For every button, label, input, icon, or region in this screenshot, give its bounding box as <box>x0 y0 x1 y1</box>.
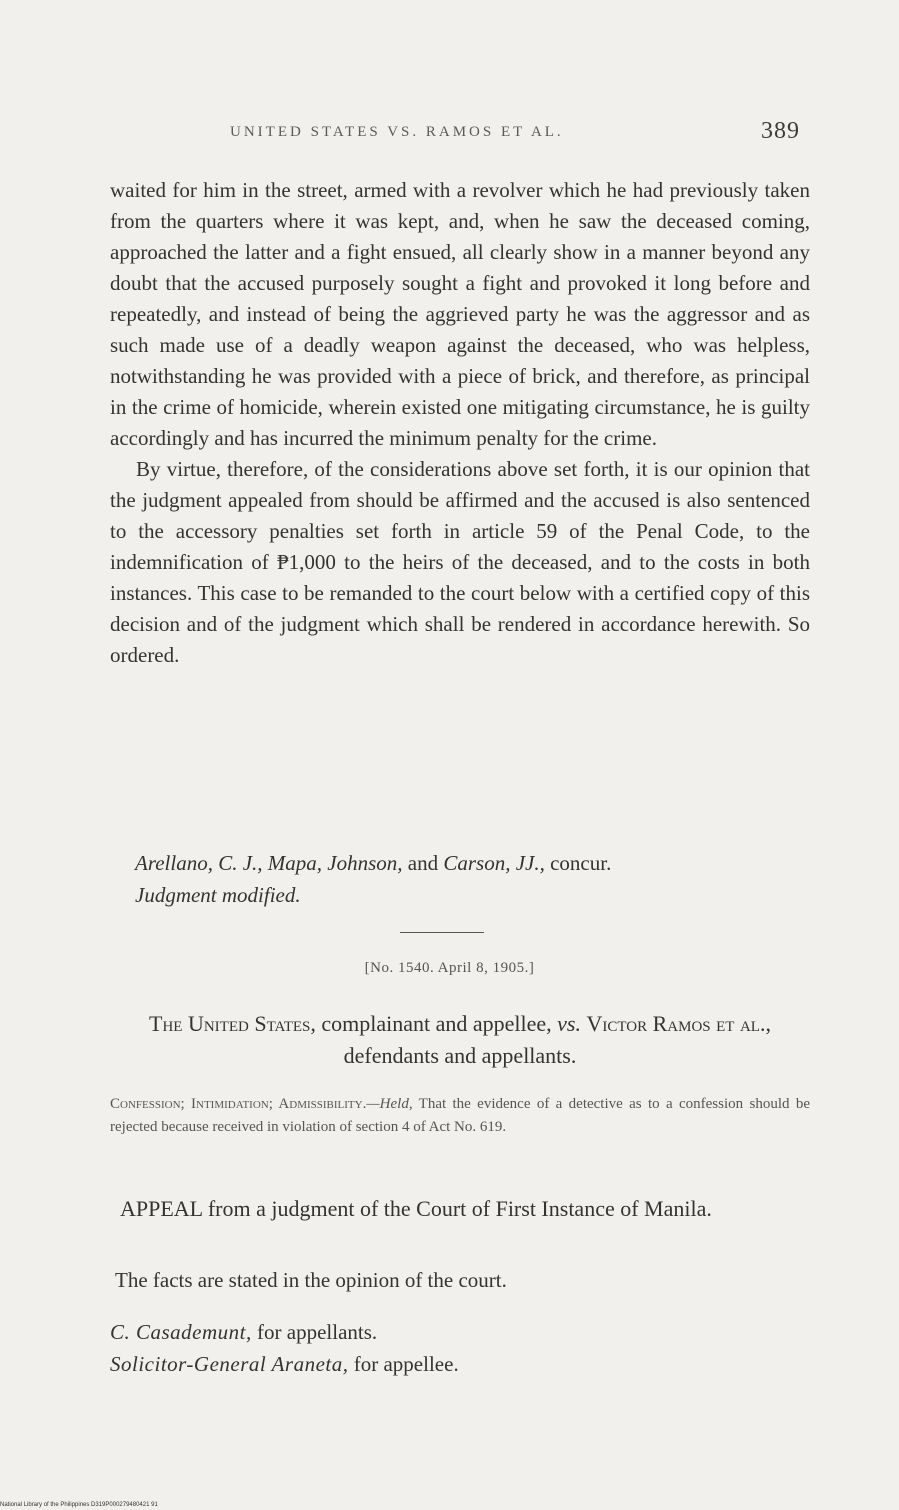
concurring-justice-last: Carson, JJ., <box>443 851 545 875</box>
syllabus-text: That the evidence of a detective as to a confession should be rejected because received in violation of section 4 of Act No. 619. <box>110 1096 810 1135</box>
caption-plaintiff-role: complainant and appellee, <box>321 1011 552 1036</box>
disposition-line <box>135 880 815 911</box>
caption-vs: vs. <box>557 1011 581 1036</box>
concurrence-and: and <box>407 851 439 875</box>
scan-footer: National Library of the Philippines D319P000279480421 91 <box>0 1502 158 1508</box>
appellants-counsel-name: C. Casademunt, <box>110 1320 252 1344</box>
appellee-counsel-role: for appellee. <box>353 1352 459 1376</box>
case-number-date: [No. 1540. April 8, 1905.] <box>364 960 535 976</box>
running-title: UNITED STATES VS. RAMOS ET AL. <box>230 124 564 140</box>
appeal-lead: APPEAL <box>120 1196 203 1221</box>
case-caption <box>100 1008 820 1072</box>
section-divider <box>400 932 484 933</box>
appellee-counsel-name: Solicitor-General Araneta, <box>110 1352 349 1376</box>
appeal-line <box>120 1193 810 1224</box>
appeal-text: from a judgment of the Court of First Instance of Manila. <box>207 1196 712 1221</box>
appellants-counsel-role: for appellants. <box>257 1320 378 1344</box>
syllabus-headnote: Confession; Intimidation; Admissibility. <box>110 1096 367 1112</box>
concurrence-line <box>135 848 815 879</box>
syllabus-held: —Held, <box>366 1096 413 1112</box>
facts-statement: The facts are stated in the opinion of the court. <box>115 1268 507 1292</box>
syllabus <box>110 1093 810 1139</box>
caption-plaintiff: The United States, <box>149 1011 316 1036</box>
page-number: 389 <box>761 118 800 144</box>
paragraph-continued: waited for him in the street, armed with a revolver which he had previously taken from the quarters where it was kept, and, when he saw the deceased coming, approached the latter and a fight ensued, all clearly show in a manner beyond any doubt that the accused purposely sought a fight and provoked it long before and repeatedly, and instead of being the aggrieved party he was the aggressor and as such made use of a deadly weapon against the deceased, who was helpless, notwithstanding he was provided with a piece of brick, and therefore, as principal in the crime of homicide, wherein existed one mitigating circumstance, he is guilty accordingly and has incurred the minimum penalty for the crime. <box>110 178 810 450</box>
judgment-disposition: Judgment modified. <box>135 883 301 907</box>
opinion-text <box>110 175 810 671</box>
counsel-appellants <box>110 1320 377 1345</box>
running-head <box>230 118 800 148</box>
caption-defendant: Victor Ramos et al., <box>586 1011 771 1036</box>
concurrence-verb: concur. <box>550 851 612 875</box>
caption-defendant-role: defendants and appellants. <box>343 1043 577 1068</box>
counsel-appellee <box>110 1352 459 1377</box>
paragraph-disposition: By virtue, therefore, of the considerations above set forth, it is our opinion that the judgment appealed from should be affirmed and the accused is also sentenced to the accessory penalties set forth in article 59 of the Penal Code, to the indemnification of ₱1,000 to the heirs of the deceased, and to the costs in both instances. This case to be remanded to the court below with a certified copy of this decision and of the judgment which shall be rendered in accordance herewith. So ordered. <box>110 457 810 667</box>
concurring-justices: Arellano, C. J., Mapa, Johnson, <box>135 851 403 875</box>
